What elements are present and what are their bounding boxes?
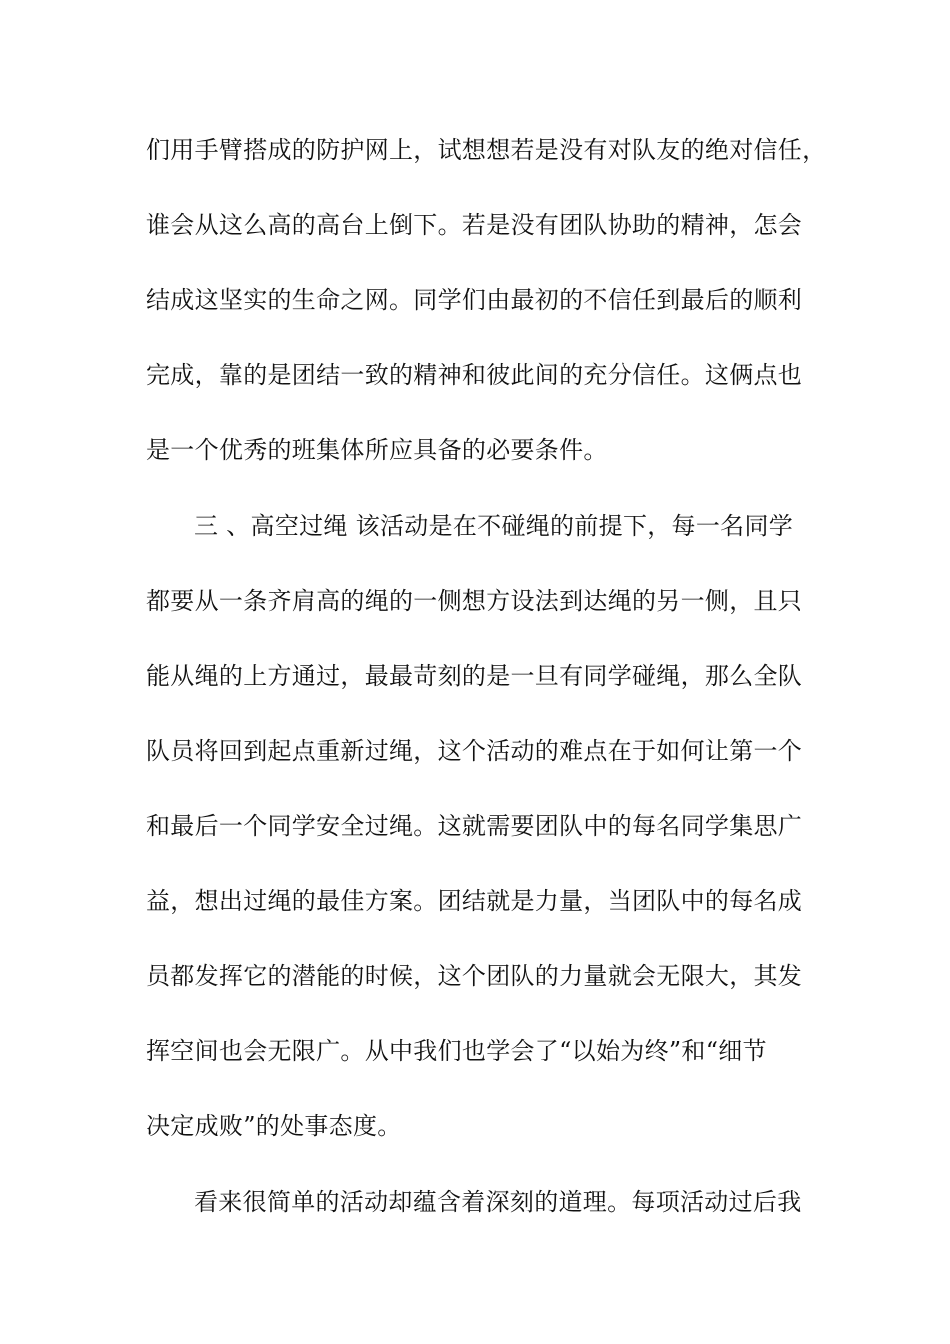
text-line-indented: 三 、高空过绳 该活动是在不碰绳的前提下，每一名同学: [194, 512, 794, 540]
text-line: 结成这坚实的生命之网。同学们由最初的不信任到最后的顺利: [146, 286, 803, 314]
text-line: 决定成败”的处事态度。: [146, 1112, 402, 1140]
text-line: 们用手臂搭成的防护网上，试想想若是没有对队友的绝对信任，: [146, 136, 827, 164]
text-line: 员都发挥它的潜能的时候，这个团队的力量就会无限大，其发: [146, 962, 803, 990]
text-line: 是一个优秀的班集体所应具备的必要条件。: [146, 436, 608, 464]
text-line: 能从绳的上方通过，最最苛刻的是一旦有同学碰绳，那么全队: [146, 662, 803, 690]
text-line: 和最后一个同学安全过绳。这就需要团队中的每名同学集思广: [146, 812, 803, 840]
text-line: 益，想出过绳的最佳方案。团结就是力量，当团队中的每名成: [146, 887, 803, 915]
text-line: 都要从一条齐肩高的绳的一侧想方设法到达绳的另一侧，且只: [146, 587, 803, 615]
text-line: 队员将回到起点重新过绳，这个活动的难点在于如何让第一个: [146, 737, 803, 765]
text-line-indented: 看来很简单的活动却蕴含着深刻的道理。每项活动过后我: [194, 1188, 802, 1216]
text-line: 挥空间也会无限广。从中我们也学会了“以始为终”和“细节: [146, 1037, 767, 1065]
text-line: 完成，靠的是团结一致的精神和彼此间的充分信任。这俩点也: [146, 361, 803, 389]
text-line: 谁会从这么高的高台上倒下。若是没有团队协助的精神，怎会: [146, 211, 803, 239]
